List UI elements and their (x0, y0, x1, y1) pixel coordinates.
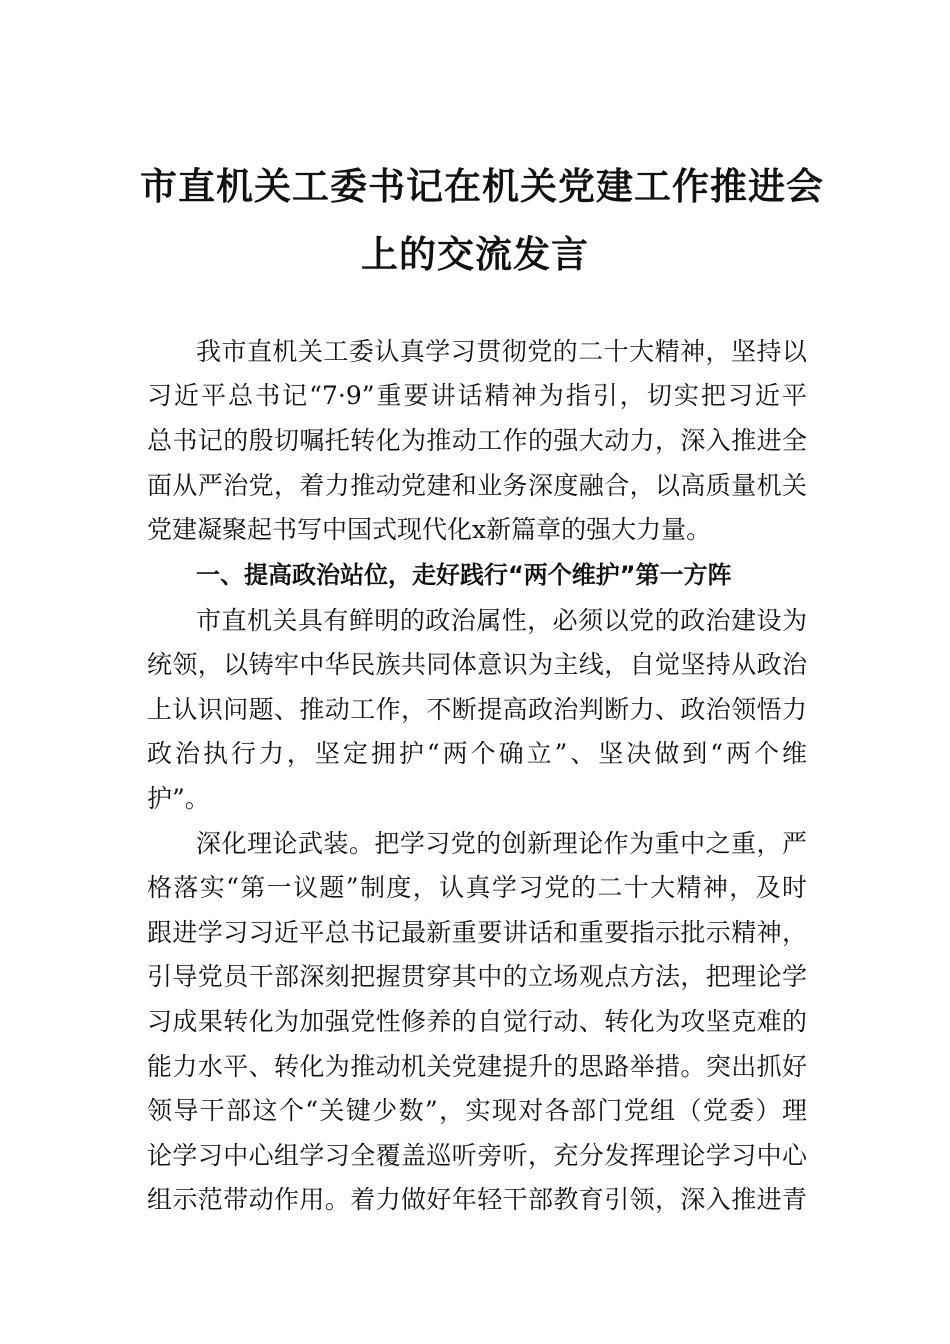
paragraph-3-line-1: 深化理论武装。把学习党的创新理论作为重中之重，严 (196, 829, 807, 858)
paragraph-3-line-2: 格落实“第一议题”制度，认真学习党的二十大精神，及时 (147, 873, 807, 902)
paragraph-2-line-5: 护”。 (147, 784, 210, 813)
paragraph-1-line-5: 党建凝聚起书写中国式现代化x新篇章的强大力量。 (147, 515, 712, 544)
paragraph-3-line-8: 论学习中心组学习全覆盖巡听旁听，充分发挥理论学习中心 (147, 1141, 807, 1170)
paragraph-1-line-1: 我市直机关工委认真学习贯彻党的二十大精神，坚持以 (196, 337, 807, 366)
document-title-line-2: 上的交流发言 (361, 233, 589, 276)
paragraph-3-line-3: 跟进学习习近平总书记最新重要讲话和重要指示批示精神， (147, 918, 807, 947)
paragraph-3-line-6: 能力水平、转化为推动机关党建提升的思路举措。突出抓好 (147, 1052, 807, 1081)
paragraph-2-line-2: 统领，以铸牢中华民族共同体意识为主线，自觉坚持从政治 (147, 650, 807, 679)
paragraph-2-line-3: 上认识问题、推动工作，不断提高政治判断力、政治领悟力 (147, 695, 807, 724)
paragraph-1-line-2: 习近平总书记“7·9”重要讲话精神为指引，切实把习近平 (147, 381, 807, 410)
paragraph-3-line-9: 组示范带动作用。着力做好年轻干部教育引领，深入推进青 (147, 1185, 807, 1214)
paragraph-1-line-3: 总书记的殷切嘱托转化为推动工作的强大动力，深入推进全 (147, 426, 807, 455)
document-title-line-1: 市直机关工委书记在机关党建工作推进会 (140, 165, 824, 208)
paragraph-3-line-4: 引导党员干部深刻把握贯穿其中的立场观点方法，把理论学 (147, 962, 807, 991)
paragraph-3-line-5: 习成果转化为加强党性修养的自觉行动、转化为攻坚克难的 (147, 1007, 807, 1036)
paragraph-2-line-4: 政治执行力，坚定拥护“两个确立”、坚决做到“两个维 (147, 739, 807, 768)
section-heading-1: 一、提高政治站位，走好践行“两个维护”第一方阵 (196, 561, 732, 589)
paragraph-2-line-1: 市直机关具有鲜明的政治属性，必须以党的政治建设为 (196, 606, 807, 635)
paragraph-3-line-7: 领导干部这个“关键少数”，实现对各部门党组（党委）理 (147, 1096, 807, 1125)
paragraph-1-line-4: 面从严治党，着力推动党建和业务深度融合，以高质量机关 (147, 471, 807, 500)
